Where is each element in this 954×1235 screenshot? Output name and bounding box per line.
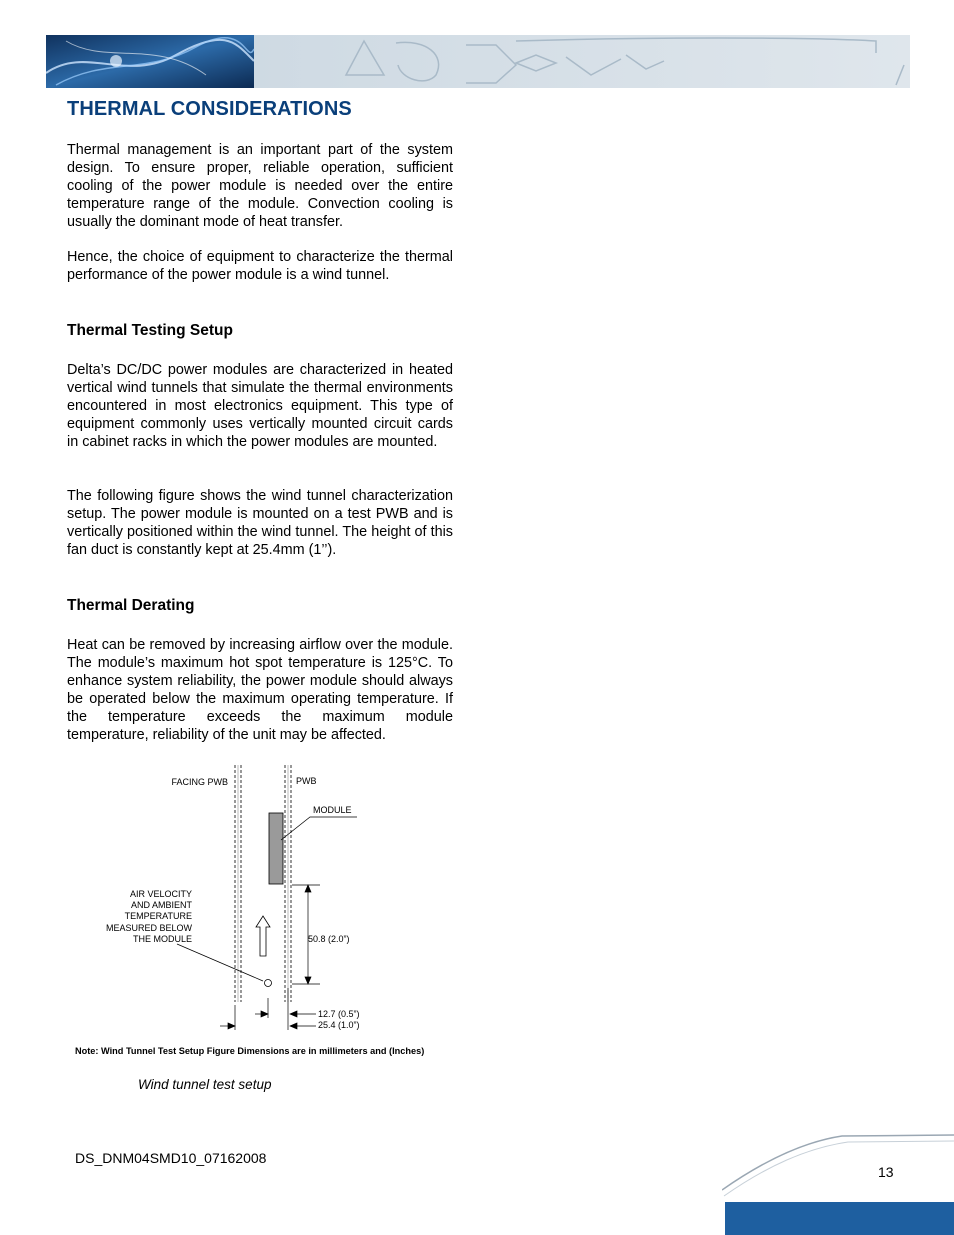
module-leader-line [281, 817, 357, 840]
module-block [269, 813, 283, 884]
figure-note: Note: Wind Tunnel Test Setup Figure Dimensions are in millimeters and (Inches) [75, 1046, 425, 1056]
testing-paragraph-1: Delta’s DC/DC power modules are characterized in heated vertical wind tunnels that simulate the thermal environments encountered in most electronics equipment. This type of equipment commonly uses vertically mounted circuit cards in cabinet racks in which the power modules are mounted. [67, 362, 453, 450]
probe-point [265, 980, 272, 987]
height-dimension-label: 50.8 (2.0”) [308, 934, 350, 944]
intro-paragraph-2: Hence, the choice of equipment to characterize the thermal performance of the power module is a wind tunnel. [67, 249, 453, 283]
module-label: MODULE [313, 805, 352, 815]
section-heading-derating: Thermal Derating [67, 597, 195, 614]
intro-paragraph-1: Thermal management is an important part of the system design. To ensure proper, reliable operation, sufficient cooling of the power module is needed over the entire temperature range of the module. Convection cooling is usually the dominant mode of heat transfer. [67, 142, 453, 230]
footer-swoosh-icon [722, 1132, 954, 1235]
duct-height-label: 25.4 (1.0”) [318, 1020, 360, 1030]
derating-paragraph-1: Heat can be removed by increasing airflow over the module. The module’s maximum hot spot temperature is 125°C. To enhance system reliability, the power module should always be operated below the maximum operating temperature. If the temperature exceeds the maximum module temperature, reliability of the unit may be affected. [67, 637, 453, 743]
probe-leader-line [177, 944, 263, 981]
page-number: 13 [878, 1164, 894, 1180]
banner-image-icon [46, 35, 254, 88]
svg-text:AND AMBIENT: AND AMBIENT [130, 900, 192, 910]
facing-pwb-label: FACING PWB [171, 777, 228, 787]
bottom-dimensions [220, 988, 316, 1030]
airflow-arrow-icon [256, 916, 270, 956]
figure-caption: Wind tunnel test setup [138, 1077, 272, 1092]
svg-text:MEASURED BELOW: MEASURED BELOW [105, 923, 192, 933]
svg-text:AIR VELOCITY: AIR VELOCITY [129, 889, 192, 899]
header-banner [46, 35, 910, 88]
probe-distance-label: 12.7 (0.5”) [318, 1009, 360, 1019]
testing-paragraph-2: The following figure shows the wind tunnel characterization setup. The power module is mounted on a test PWB and is vertically positioned within the wind tunnel. The height of this fan duct is constantly kept at 25.4mm (1’’). [67, 488, 453, 558]
page-title: THERMAL CONSIDERATIONS [67, 98, 352, 120]
pwb-label: PWB [296, 776, 317, 786]
footer-accent-bar [725, 1202, 954, 1235]
document-id: DS_DNM04SMD10_07162008 [75, 1150, 267, 1166]
svg-text:THE MODULE: THE MODULE [132, 934, 192, 944]
svg-text:TEMPERATURE: TEMPERATURE [124, 911, 192, 921]
air-velocity-label [106, 889, 193, 944]
wind-tunnel-figure [60, 760, 480, 1040]
section-heading-testing: Thermal Testing Setup [67, 322, 233, 339]
